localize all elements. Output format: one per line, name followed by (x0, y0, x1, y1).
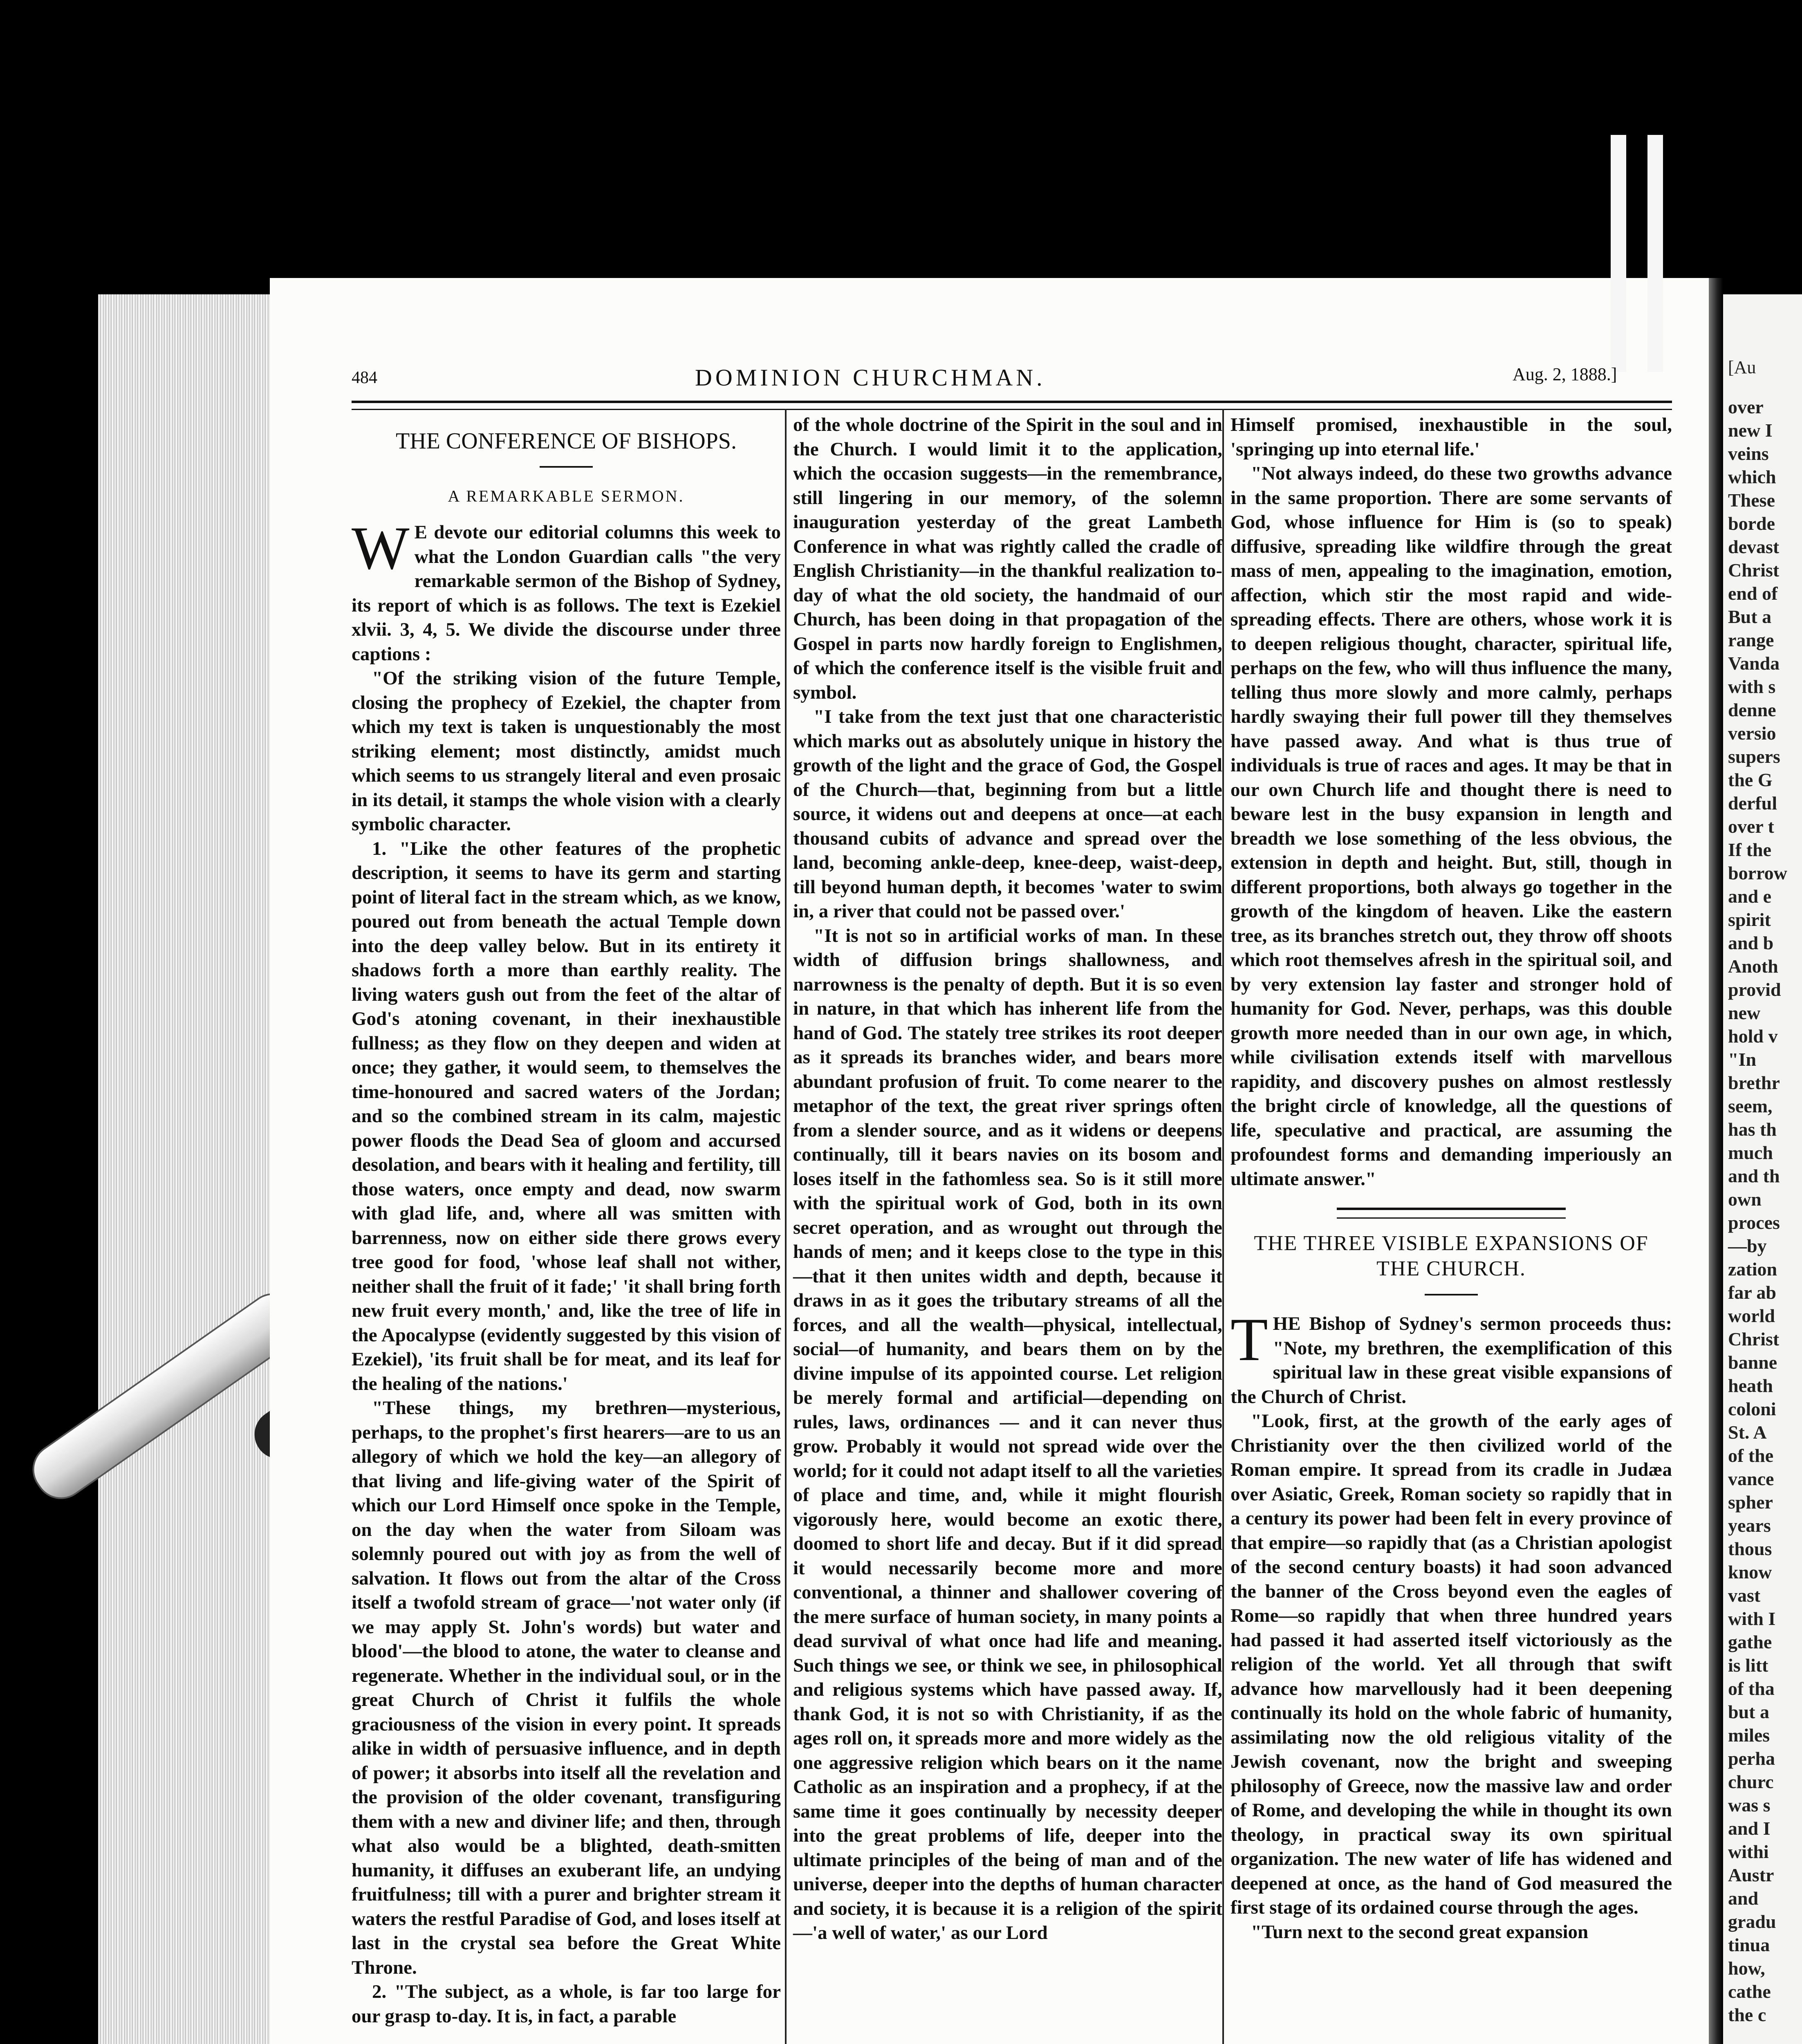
facing-page-line: new (1728, 1002, 1761, 1023)
facing-page-line: thous (1728, 1538, 1772, 1559)
drop-cap: T (1230, 1306, 1268, 1374)
facing-page-line: far ab (1728, 1282, 1776, 1303)
facing-page-line: gradu (1728, 1911, 1776, 1932)
facing-page-line: "In (1728, 1049, 1757, 1070)
facing-page-line: St. A (1728, 1422, 1767, 1443)
facing-page-line: Christ (1728, 560, 1780, 580)
column-divider (785, 409, 787, 2044)
page-number: 484 (352, 368, 377, 387)
facing-page-line: spirit (1728, 909, 1771, 930)
paragraph: "I take from the text just that one characteristic which marks out as absolutely unique in history the growth of the light and the grace of God, the Gospel of the Church—that, beginning from but a little source, it widens out and deepens at once—at each thousand cubits of advance and spread over the land, becoming ankle-deep, knee-deep, waist-deep, till beyond human depth, it becomes 'water to swim in, a river that could not be passed over.' (793, 706, 1222, 922)
paragraph: of the whole doctrine of the Spirit in the soul and in the Church. I would limit it to the application, which the occasion suggests—in the remembrance, still lingering in our memory, of the solemn inauguration yesterday of the great Lambeth Conference in what was rightly called the cradle of English Christianity—in the thankful realization to-day of what the old society, the handmaid of our Church, has been doing in that propagation of the Gospel in parts now hardly foreign to Englishmen, of which the conference itself is the visible fruit and symbol. (793, 414, 1222, 703)
facing-page-line: —by (1728, 1235, 1767, 1256)
facing-page-line: If the (1728, 839, 1772, 860)
facing-page-line: and b (1728, 932, 1774, 953)
facing-page-line: perha (1728, 1748, 1775, 1769)
facing-page-line: Austr (1728, 1865, 1774, 1885)
facing-page-line: own (1728, 1189, 1762, 1210)
facing-page-line: Christ (1728, 1329, 1780, 1349)
facing-page-line: the G (1728, 769, 1773, 790)
facing-page-line: vance (1728, 1468, 1774, 1489)
facing-page-line: heath (1728, 1375, 1773, 1396)
facing-page-line: with I (1728, 1608, 1776, 1629)
section-divider (1337, 1208, 1566, 1219)
facing-page-line: which (1728, 466, 1776, 487)
scan-marker-top (1611, 135, 1692, 372)
article-intro (352, 514, 781, 666)
facing-page-line: and e (1728, 886, 1772, 907)
facing-page-line: new I (1728, 420, 1773, 441)
facing-page-line: years (1728, 1515, 1771, 1536)
facing-page-line: vast (1728, 1585, 1761, 1606)
issue-date: Aug. 2, 1888.] (1513, 364, 1617, 384)
column-3 (1230, 413, 1672, 1944)
facing-page-line: brethr (1728, 1072, 1780, 1093)
paragraph: "It is not so in artificial works of man. In these width of diffusion brings shallowness, and narrowness is the penalty of depth. But it is so even in nature, in that which has inherent life from the hand of God. The stately tree strikes its root deeper as it spreads its branches wider, and bears more abundant profusion of fruit. To come nearer to the metaphor of the text, the great river springs often from a slender source, and as it widens or deepens continually, till it bears navies on its bosom and loses itself in the fathomless sea. So is it still more with the spiritual work of God, both in its own secret operation, and as wrought out through the hands of men; and it keeps close to the type in this—that it then unites width and depth, because it draws in as it goes the tributary streams of all the forces, and all the wealth—physical, intellectual, social—of humanity, and bears them on by the divine impulse of its appointed course. Let religion be merely formal and artificial—depending on rules, laws, ordinances — and it can never thus grow. Probably it would not spread wide over the world; for it could not adapt itself to all the varieties of place and time, and, while it might flourish vigorously here, would become an exotic there, doomed to short life and decay. But if it did spread it would necessarily become more and more conventional, a thinner and shallower covering of the mere surface of human society, in many points a dead survival of what once had life and meaning. Such things we see, or think we see, in philosophical and religious systems which have passed away. If, thank God, it is not so with Christianity, if as the ages roll on, it spreads more and more widely as the one aggressive religion which bears on it the name Catholic as an inspiration and a prophecy, if at the same time it goes continually by necessity deeper into the great problems of life, deeper into the ultimate principles of the being of man and of the universe, deeper into the depths of human character and society, it is because it is a religion of the spirit—'a well of water,' as our Lord (793, 925, 1222, 1943)
paragraph: "Look, first, at the growth of the early ages of Christianity over the then civilized world of the Roman empire. It spread from its cradle in Judæa over Asiatic, Greek, Roman society so rapidly that in a century its power had been felt in every province of that empire—so rapidly that (as a Christian apologist of the second century boasts) it had soon advanced the banner of the Cross beyond even the eagles of Rome—so rapidly that when three hundred years had passed it had asserted itself victoriously as the religion of the world. Yet all through that swift advance how marvellously had it been deepening continually its hold on the whole fabric of humanity, assimilating now the old religious vitality of the Jewish covenant, now the bright and sweeping philosophy of Greece, now the massive law and order of Rome, and developing the while in thought its own theology, in practical sway its own spiritual organization. The new water of life has widened and deepened at once, as the hand of God measured the first stage of its ordained course through the ages. (1230, 1410, 1672, 1918)
facing-page-line: the c (1728, 2004, 1766, 2025)
facing-page-line: know (1728, 1562, 1772, 1582)
facing-page-line: end of (1728, 583, 1778, 604)
facing-page-line: and th (1728, 1165, 1780, 1186)
facing-page-line: hold v (1728, 1026, 1778, 1047)
book-page-edges (98, 294, 270, 2044)
facing-page-line: spher (1728, 1492, 1773, 1513)
facing-page-line: churc (1728, 1771, 1774, 1792)
facing-page-line: of tha (1728, 1678, 1775, 1699)
facing-page-line: tinua (1728, 1934, 1770, 1955)
facing-page-line: Anoth (1728, 956, 1778, 977)
facing-page-line: coloni (1728, 1399, 1776, 1419)
drop-cap: W (352, 514, 410, 582)
facing-page-line: over t (1728, 816, 1774, 837)
intro-text: HE Bishop of Sydney's sermon proceeds thus: "Note, my brethren, the exemplification of this spiritual law in these great visible expansions of the Church of Christ. (1230, 1313, 1672, 1407)
facing-page-line: world (1728, 1305, 1775, 1326)
column-1 (352, 413, 781, 2028)
facing-page-line: veins (1728, 443, 1769, 464)
facing-page (1723, 294, 1802, 2044)
facing-page-line: how, (1728, 1958, 1765, 1979)
facing-page-line: but a (1728, 1701, 1769, 1722)
paragraph: "Not always indeed, do these two growths advance in the same proportion. There are some servants of God, whose influence for Him is (so to speak) diffusive, spreading like wildfire through the great mass of men, appealing to the imagination, emotion, affection, which stir the most rapid and wide-spreading effects. There are others, whose work it is to deepen religious thought, character, spiritual life, perhaps on the few, who will thus influence the many, telling thus more slowly and more calmly, perhaps hardly swaying their full power till they themselves have passed away. And what is thus true of individuals is true of races and ages. It may be that in our own Church life and thought there is need to beware lest in the busy expansion in length and breadth we lose something of the less obvious, the extension in depth and height. But, still, though in different proportions, both always go together in the growth of the kingdom of heaven. Like the eastern tree, as its branches stretch out, they throw off shoots which root themselves afresh in the spiritual soil, and by very extension lay faster and stronger hold of humanity for God. Never, perhaps, was this double growth more needed than in our own age, in which, while civilisation extends itself with marvellous rapidity, and discovery pushes on almost restlessly the bright circle of knowledge, all the questions of life, speculative and practical, are assuming the profoundest forms and demanding imperiously an ultimate answer." (1230, 463, 1672, 1190)
publication-title: DOMINION CHURCHMAN. (695, 364, 1046, 391)
facing-page-line: withi (1728, 1841, 1769, 1862)
facing-page-line: derful (1728, 793, 1777, 814)
facing-page-line: and (1728, 1888, 1759, 1909)
facing-page-line: supers (1728, 746, 1780, 767)
book-gutter (1709, 278, 1723, 2044)
article-heading: THE THREE VISIBLE EXPANSIONS OF THE CHURCH. (1254, 1232, 1649, 1280)
facing-page-line: zation (1728, 1259, 1777, 1280)
divider (1425, 1294, 1478, 1295)
facing-page-line: miles (1728, 1725, 1770, 1746)
facing-page-line: was s (1728, 1795, 1771, 1815)
column-divider (1222, 409, 1224, 2044)
article-heading: THE CONFERENCE OF BISHOPS. (396, 428, 737, 454)
facing-page-line: But a (1728, 606, 1772, 627)
article-subheading: A REMARKABLE SERMON. (448, 486, 685, 505)
facing-page-line: and I (1728, 1818, 1771, 1839)
intro-text: E devote our editorial columns this week to what the London Guardian calls "the very remarkable sermon of the Bishop of Sydney, its report of which is as follows. The text is Ezekiel xlvii. 3, 4, 5. We divide the discourse under three captions : (352, 522, 781, 665)
paragraph: "These things, my brethren—mysterious, perhaps, to the prophet's first hearers—are to us an allegory of which we hold the key—an allegory of that living and life-giving water of the Spirit of which our Lord Himself once spoke in the Temple, on the day when the water from Siloam was solemnly poured out with joy as from the well of salvation. It flows out from the altar of the Cross itself a twofold stream of grace—'not water only (if we may apply St. John's words) but water and blood'—the blood to atone, the water to cleanse and regenerate. Whether in the individual soul, or in the great Church of Christ it fulfils the whole graciousness of the vision in every point. It spreads alike in width of persuasive influence, and in depth of power; it absorbs into itself all the revelation and the provision of the older covenant, transfiguring them with a new and diviner life; and then, through what also would be a blighted, death-smitten humanity, it diffuses an exuberant life, an undying fruitfulness; till with a purer and brighter stream it waters the restful Paradise of God, and loses itself at last in the crystal sea before the Great White Throne. (352, 1397, 781, 1978)
paragraph: 2. "The subject, as a whole, is far too large for our grasp to-day. It is, in fact, a parable (352, 1981, 781, 2027)
facing-page-line: borrow (1728, 863, 1787, 883)
facing-page-line: proces (1728, 1212, 1780, 1233)
facing-page-line: range (1728, 630, 1774, 650)
facing-page-line: borde (1728, 513, 1775, 534)
facing-page-line: is litt (1728, 1655, 1768, 1676)
facing-page-line: banne (1728, 1352, 1777, 1373)
facing-page-line: with s (1728, 676, 1776, 697)
facing-page-header: [Au (1728, 357, 1756, 377)
facing-page-line: has th (1728, 1119, 1777, 1140)
facing-page-line: over (1728, 397, 1764, 417)
divider (540, 466, 593, 468)
paragraph: "Of the striking vision of the future Temple, closing the prophecy of Ezekiel, the chapter from which my text is taken is unquestionably the most striking element; most distinctly, amidst much which seems to us strangely literal and even prosaic in its detail, it stamps the whole vision with a clearly symbolic character. (352, 668, 781, 835)
facing-page-line: much (1728, 1142, 1773, 1163)
article-intro (1230, 1306, 1672, 1409)
facing-page-line: versio (1728, 723, 1776, 744)
facing-page-line: of the (1728, 1445, 1774, 1466)
facing-page-line: These (1728, 490, 1775, 511)
facing-page-line: provid (1728, 979, 1781, 1000)
facing-page-line: gathe (1728, 1632, 1772, 1652)
facing-page-line: devast (1728, 536, 1780, 557)
paragraph: "Turn next to the second great expansion (1251, 1921, 1589, 1943)
facing-page-line: Vanda (1728, 653, 1780, 674)
facing-page-line: denne (1728, 699, 1776, 720)
header-rule (352, 401, 1672, 410)
facing-page-line: seem, (1728, 1096, 1773, 1116)
paragraph: 1. "Like the other features of the prophetic description, it seems to have its germ and starting point of literal fact in the stream which, as we know, poured out from beneath the actual Temple down into the deep valley below. But in its entirety it shadows forth a more than earthly reality. The living waters gush out from the feet of the altar of God's atoning covenant, in their inexhaustible fullness; as they flow on they deepen and widen at once; they gather, it would seem, to themselves the time-honoured and sacred waters of the Jordan; and so the combined stream in its calm, majestic power floods the Dead Sea of gloom and accursed desolation, and bears with it healing and fertility, till those waters, once empty and dead, now swarm with glad life, and, where all was smitten with barrenness, now on either side there grows every tree good for food, 'whose leaf shall not wither, neither shall the fruit of it fade;' 'it shall bring forth new fruit every month,' and, like the tree of life in the Apocalypse (evidently suggested by this vision of Ezekiel), 'its fruit shall be for meat, and its leaf for the healing of the nations.' (352, 838, 781, 1394)
facing-page-line: cathe (1728, 1981, 1771, 2002)
paragraph: Himself promised, inexhaustible in the soul, 'springing up into eternal life.' (1230, 414, 1672, 460)
facing-page-text (1728, 294, 1802, 2026)
column-2 (793, 413, 1222, 1945)
